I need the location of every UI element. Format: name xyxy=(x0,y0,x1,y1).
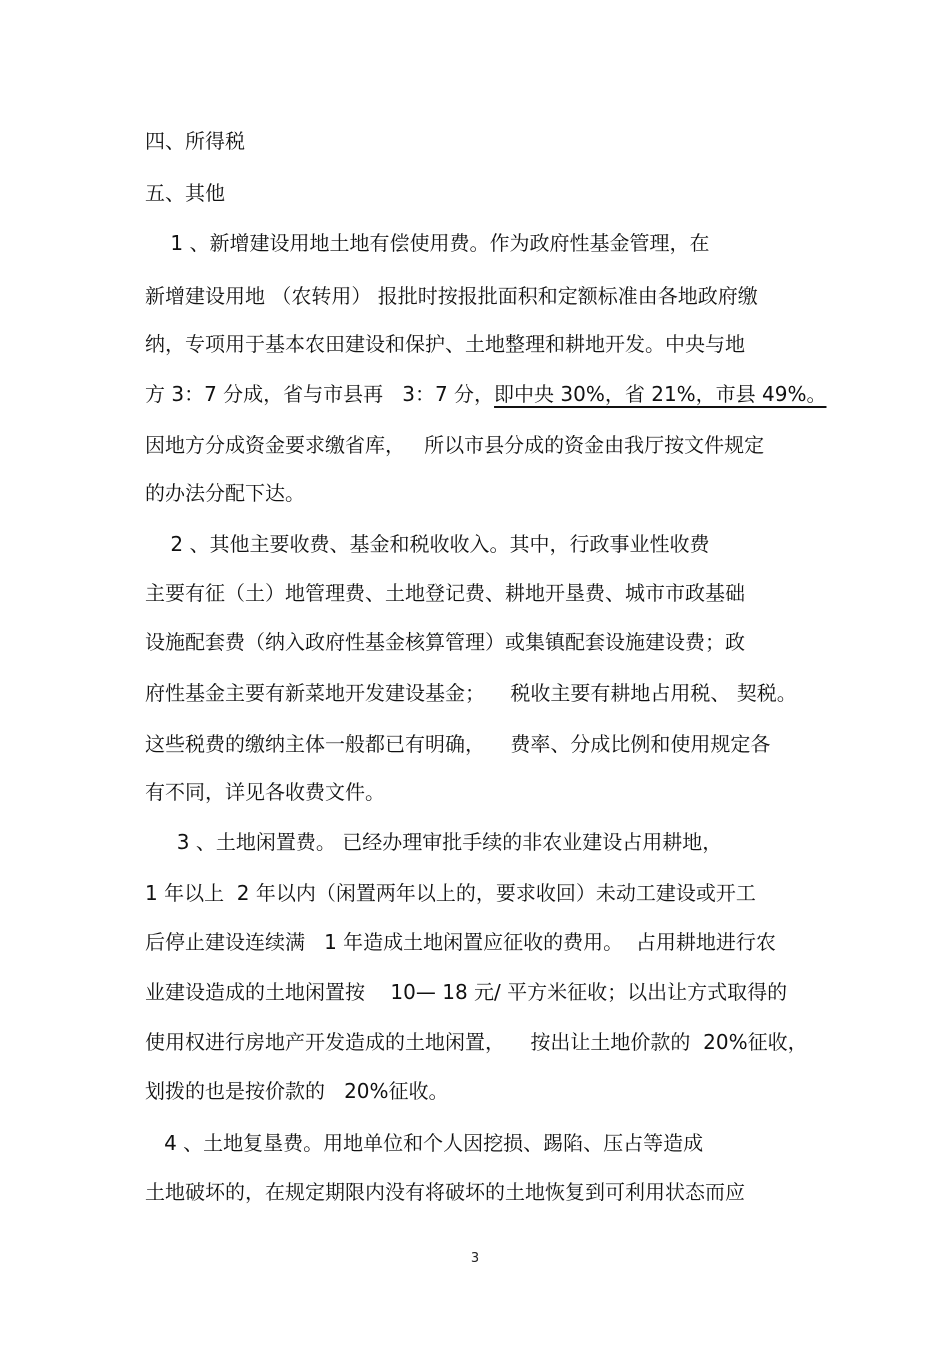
paragraph-line: 纳，专项用于基本农田建设和保护、土地整理和耕地开发。中央与地 xyxy=(145,332,745,356)
paragraph-line: 划拨的也是按价款的 20%征收。 xyxy=(145,1079,449,1103)
paragraph-line: 这些税费的缴纳主体一般都已有明确， 费率、分成比例和使用规定各 xyxy=(145,732,771,756)
paragraph-line: 有不同，详见各收费文件。 xyxy=(145,780,385,804)
section-heading-income-tax: 四、所得税 xyxy=(145,129,245,153)
underlined-text: 即中央 30%，省 21%，市县 49%。 xyxy=(494,382,827,406)
paragraph-line: 主要有征（土）地管理费、土地登记费、耕地开垦费、城市市政基础 xyxy=(145,581,745,605)
paragraph-line: 使用权进行房地产开发造成的土地闲置， 按出让土地价款的 20%征收， xyxy=(145,1030,808,1054)
paragraph-line: 后停止建设连续满 1 年造成土地闲置应征收的费用。 占用耕地进行农 xyxy=(145,930,776,954)
paragraph-line: 2 、其他主要收费、基金和税收收入。其中，行政事业性收费 xyxy=(145,532,710,556)
paragraph-line: 4 、土地复垦费。用地单位和个人因挖损、踢陷、压占等造成 xyxy=(145,1131,704,1155)
section-heading-other: 五、其他 xyxy=(145,181,225,205)
paragraph-line: 新增建设用地 （农转用） 报批时按报批面积和定额标准由各地政府缴 xyxy=(145,284,758,308)
paragraph-line: 设施配套费（纳入政府性基金核算管理）或集镇配套设施建设费；政 xyxy=(145,630,745,654)
paragraph-text: 方 3：7 分成，省与市县再 3：7 分， xyxy=(145,382,495,406)
paragraph-line: 业建设造成的土地闲置按 10— 18 元/ 平方米征收；以出让方式取得的 xyxy=(145,980,788,1004)
page-number: 3 xyxy=(470,1251,480,1266)
paragraph-line: 土地破坏的，在规定期限内没有将破坏的土地恢复到可利用状态而应 xyxy=(145,1180,745,1204)
paragraph-line: 1 年以上 2 年以内（闲置两年以上的，要求收回）未动工建设或开工 xyxy=(145,881,756,905)
paragraph-line: 3 、土地闲置费。 已经办理审批手续的非农业建设占用耕地， xyxy=(145,830,723,854)
paragraph-line: 因地方分成资金要求缴省库， 所以市县分成的资金由我厅按文件规定 xyxy=(145,433,765,457)
paragraph-line xyxy=(145,381,826,407)
paragraph-line: 府性基金主要有新菜地开发建设基金； 税收主要有耕地占用税、 契税。 xyxy=(145,681,797,705)
paragraph-line: 1 、新增建设用地土地有偿使用费。作为政府性基金管理，在 xyxy=(145,231,710,255)
paragraph-line: 的办法分配下达。 xyxy=(145,481,305,505)
